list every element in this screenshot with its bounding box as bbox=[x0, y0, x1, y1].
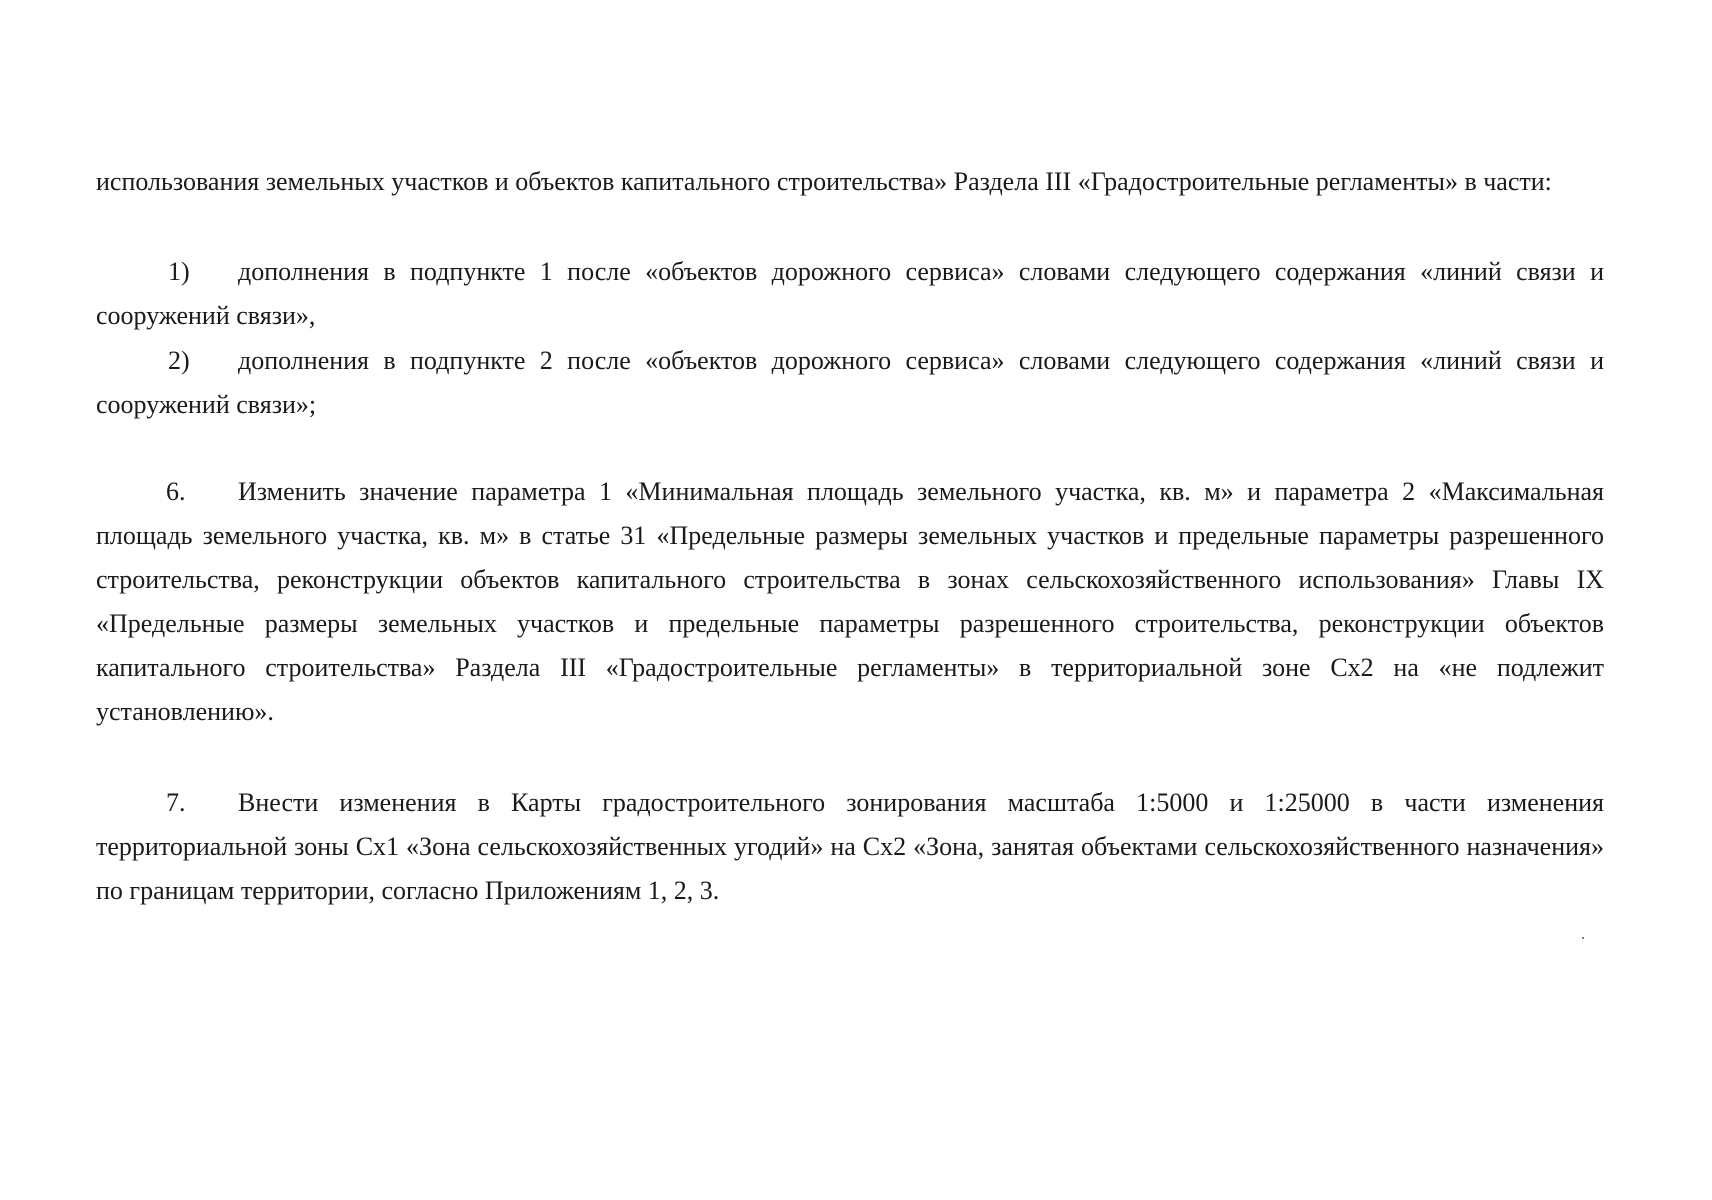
intro-paragraph bbox=[96, 160, 1604, 204]
list-item-number: 2) bbox=[168, 346, 190, 375]
paragraph-text: Внести изменения в Карты градостроительного зонирования масштаба 1:5000 и 1:25000 в части изменения территориальной зоны Сх1 «Зона сельскохозяйственных угодий» на Сх2 «Зона, занятая объектами сельскохозяйственного назначения» по границам территории, согласно Приложениям 1, 2, 3. bbox=[96, 788, 1604, 905]
list-item-text: дополнения в подпункте 2 после «объектов дорожного сервиса» словами следующего содержания «линий связи и сооружений связи»; bbox=[96, 346, 1604, 419]
list-item-2 bbox=[96, 339, 1604, 427]
list-item-1 bbox=[96, 250, 1604, 338]
paragraph-text: Изменить значение параметра 1 «Минимальная площадь земельного участка, кв. м» и параметра 2 «Максимальная площадь земельного участка, кв. м» в статье 31 «Предельные размеры земельных участков и предельные параметры разрешенного строительства, реконструкции объектов капитального строительства в зонах сельскохозяйственного использования» Главы IX «Предельные размеры земельных участков и предельные параметры разрешенного строительства, реконструкции объектов капитального строительства» Раздела III «Градостроительные регламенты» в территориальной зоне Сх2 на «не подлежит установлению». bbox=[96, 477, 1604, 726]
paragraph-7 bbox=[96, 781, 1604, 913]
paragraph-number: 7. bbox=[166, 788, 186, 817]
paragraph-number: 6. bbox=[166, 477, 186, 506]
paragraph-6 bbox=[96, 470, 1604, 734]
list-item-text: дополнения в подпункте 1 после «объектов дорожного сервиса» словами следующего содержания «линий связи и сооружений связи», bbox=[96, 257, 1604, 330]
intro-text: использования земельных участков и объектов капитального строительства» Раздела III «Градостроительные регламенты» в части: bbox=[96, 167, 1552, 196]
list-item-number: 1) bbox=[168, 257, 190, 286]
scan-speck bbox=[1582, 937, 1584, 939]
